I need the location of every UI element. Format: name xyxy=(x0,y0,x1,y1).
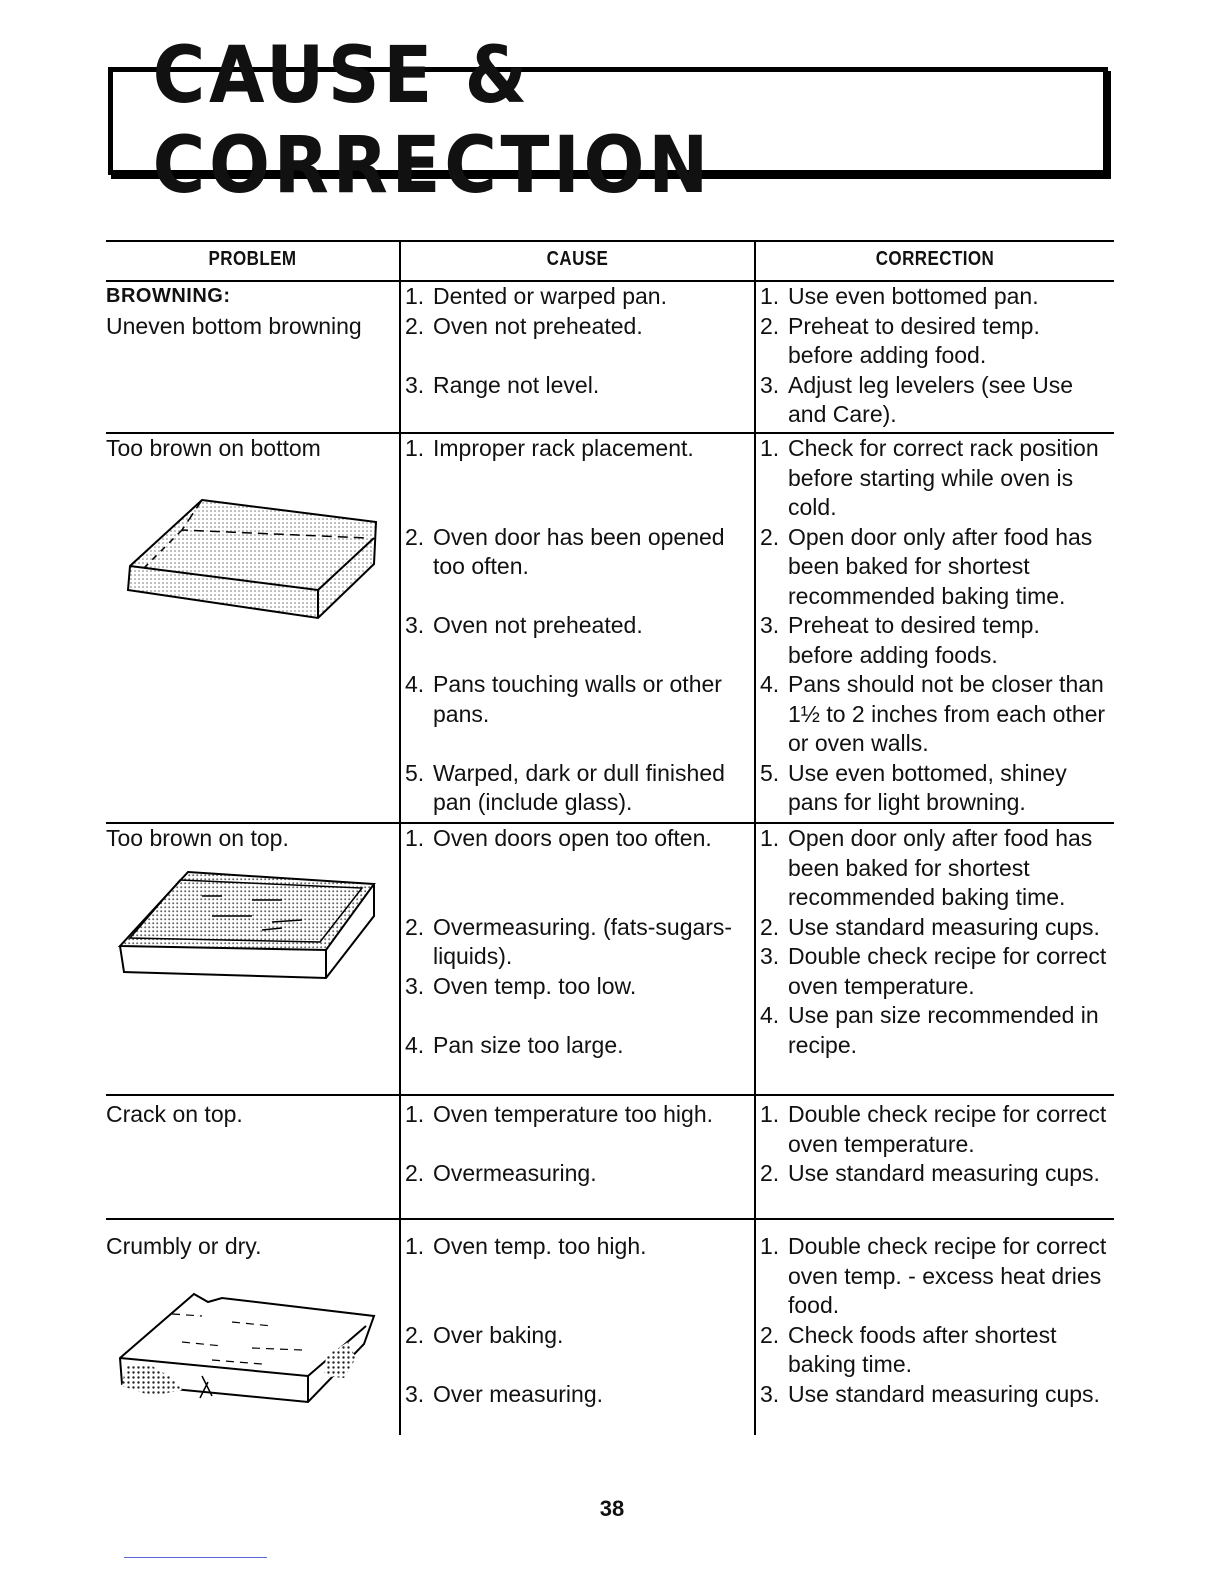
cause-item: Oven temp. too low. xyxy=(433,972,637,999)
problem-cell xyxy=(106,282,399,436)
table-row xyxy=(106,824,1114,1096)
problem-text: Uneven bottom browning xyxy=(106,312,362,339)
header-cause: CAUSE xyxy=(546,248,609,270)
cause-cell: 1. Oven temp. too high. 2. Over baking. 3. Over measuring. xyxy=(399,1220,754,1435)
correction-cell: 1. Double check recipe for correct oven temperature. 2. Use standard measuring cups. xyxy=(754,1096,1114,1218)
correction-item: Use even bottomed pan. xyxy=(788,283,1039,309)
problem-cell xyxy=(106,1220,399,1435)
cause-item: Oven not preheated. xyxy=(433,312,643,339)
header-problem: PROBLEM xyxy=(208,248,297,270)
page-number: 38 xyxy=(599,1496,625,1521)
cause-item: Over measuring. xyxy=(433,1380,604,1407)
cause-item: Overmeasuring. xyxy=(433,1160,597,1186)
problem-cell xyxy=(106,1096,399,1218)
problem-text: Too brown on bottom xyxy=(106,435,321,461)
cause-item: Range not level. xyxy=(433,371,600,398)
cause-item: Over baking. xyxy=(433,1321,564,1348)
correction-item: Use standard measuring cups. xyxy=(788,913,1100,940)
correction-item: Preheat to desired temp. before adding foods. xyxy=(788,612,1040,668)
correction-cell: 1. Open door only after food has been baked for shortest recommended baking time. 2. Use standard measuring cups. 3. Double check recipe for correct oven temperature. 4. Use pan size recommended in recipe. xyxy=(754,824,1114,1094)
correction-cell: 1. Check for correct rack position before starting while oven is cold. 2. Open door only after food has been baked for shortest recommended baking time. 3. Preheat to desired temp. before adding foods. 4. Pans should not be closer than 1½ to 2 inches from each other or oven walls. 5. Use even bottomed, shiney pans for light browning. xyxy=(754,434,1114,824)
correction-item: Open door only after food has been baked for shortest recommended baking time. xyxy=(788,523,1093,609)
table-row xyxy=(106,282,1114,434)
correction-item: Use standard measuring cups. xyxy=(788,1160,1100,1186)
correction-item: Use even bottomed, shiney pans for light browning. xyxy=(788,759,1067,815)
correction-item: Preheat to desired temp. before adding food. xyxy=(788,312,1040,368)
cake-pan-icon xyxy=(112,866,382,996)
problem-category: BROWNING: xyxy=(106,285,231,307)
problem-text: Crack on top. xyxy=(106,1101,243,1127)
correction-item: Double check recipe for correct oven temp. - excess heat dries food. xyxy=(788,1233,1107,1318)
cause-item: Oven not preheated. xyxy=(433,612,643,638)
correction-item: Check for correct rack position before starting while oven is cold. xyxy=(788,435,1099,520)
problem-text: Crumbly or dry. xyxy=(106,1233,262,1259)
page-title: CAUSE & CORRECTION xyxy=(152,31,712,211)
correction-item: Use standard measuring cups. xyxy=(788,1380,1100,1407)
correction-item: Adjust leg levelers (see Use and Care). xyxy=(788,371,1074,427)
header-correction: CORRECTION xyxy=(875,248,995,270)
table-row xyxy=(106,1220,1114,1435)
footer-rule xyxy=(124,1557,267,1558)
cause-item: Oven temp. too high. xyxy=(433,1233,647,1259)
cause-cell: 1. Oven doors open too often. 2. Overmeasuring. (fats-sugars-liquids). 3. Oven temp. too low. 4. Pan size too large. xyxy=(399,824,754,1094)
correction-cell: 1. Use even bottomed pan. 2. Preheat to desired temp. before adding food. 3. Adjust leg levelers (see Use and Care). xyxy=(754,282,1114,436)
cause-item: Dented or warped pan. xyxy=(433,283,667,309)
correction-item: Check foods after shortest baking time. xyxy=(788,1321,1057,1377)
problem-cell xyxy=(106,824,399,1094)
cause-item: Improper rack placement. xyxy=(433,435,694,461)
correction-cell: 1. Double check recipe for correct oven temp. - excess heat dries food. 2. Check foods after shortest baking time. 3. Use standard measuring cups. xyxy=(754,1220,1114,1435)
baking-pan-icon xyxy=(122,494,382,634)
cause-item: Oven doors open too often. xyxy=(433,825,712,851)
title-banner xyxy=(108,31,1108,211)
table-header xyxy=(106,240,1114,282)
correction-item: Use pan size recommended in recipe. xyxy=(788,1002,1099,1058)
problem-cell xyxy=(106,434,399,824)
cause-cell: 1. Improper rack placement. 2. Oven door has been opened too often. 3. Oven not preheated. 4. Pans touching walls or other pans. 5. Warped, dark or dull finished pan (include glass). xyxy=(399,434,754,824)
cause-item: Pan size too large. xyxy=(433,1031,624,1058)
cause-item: Oven temperature too high. xyxy=(433,1101,713,1127)
cause-item: Oven door has been opened too often. xyxy=(433,523,725,579)
crumbly-cake-icon xyxy=(112,1286,382,1426)
correction-item: Open door only after food has been baked for shortest recommended baking time. xyxy=(788,825,1093,910)
correction-item: Double check recipe for correct oven temperature. xyxy=(788,1101,1107,1157)
table-row xyxy=(106,1096,1114,1220)
cause-cell: 1. Oven temperature too high. 2. Overmeasuring. xyxy=(399,1096,754,1218)
cause-item: Overmeasuring. (fats-sugars-liquids). xyxy=(433,913,733,969)
correction-item: Pans should not be closer than 1½ to 2 inches from each other or oven walls. xyxy=(788,671,1106,756)
cause-item: Pans touching walls or other pans. xyxy=(433,671,722,727)
correction-item: Double check recipe for correct oven temperature. xyxy=(788,943,1107,999)
cause-correction-table xyxy=(106,240,1114,1435)
problem-text: Too brown on top. xyxy=(106,825,289,851)
cause-cell: 1. Dented or warped pan. 2. Oven not preheated. 3. Range not level. xyxy=(399,282,754,436)
cause-item: Warped, dark or dull finished pan (include glass). xyxy=(433,759,725,815)
table-row xyxy=(106,434,1114,824)
